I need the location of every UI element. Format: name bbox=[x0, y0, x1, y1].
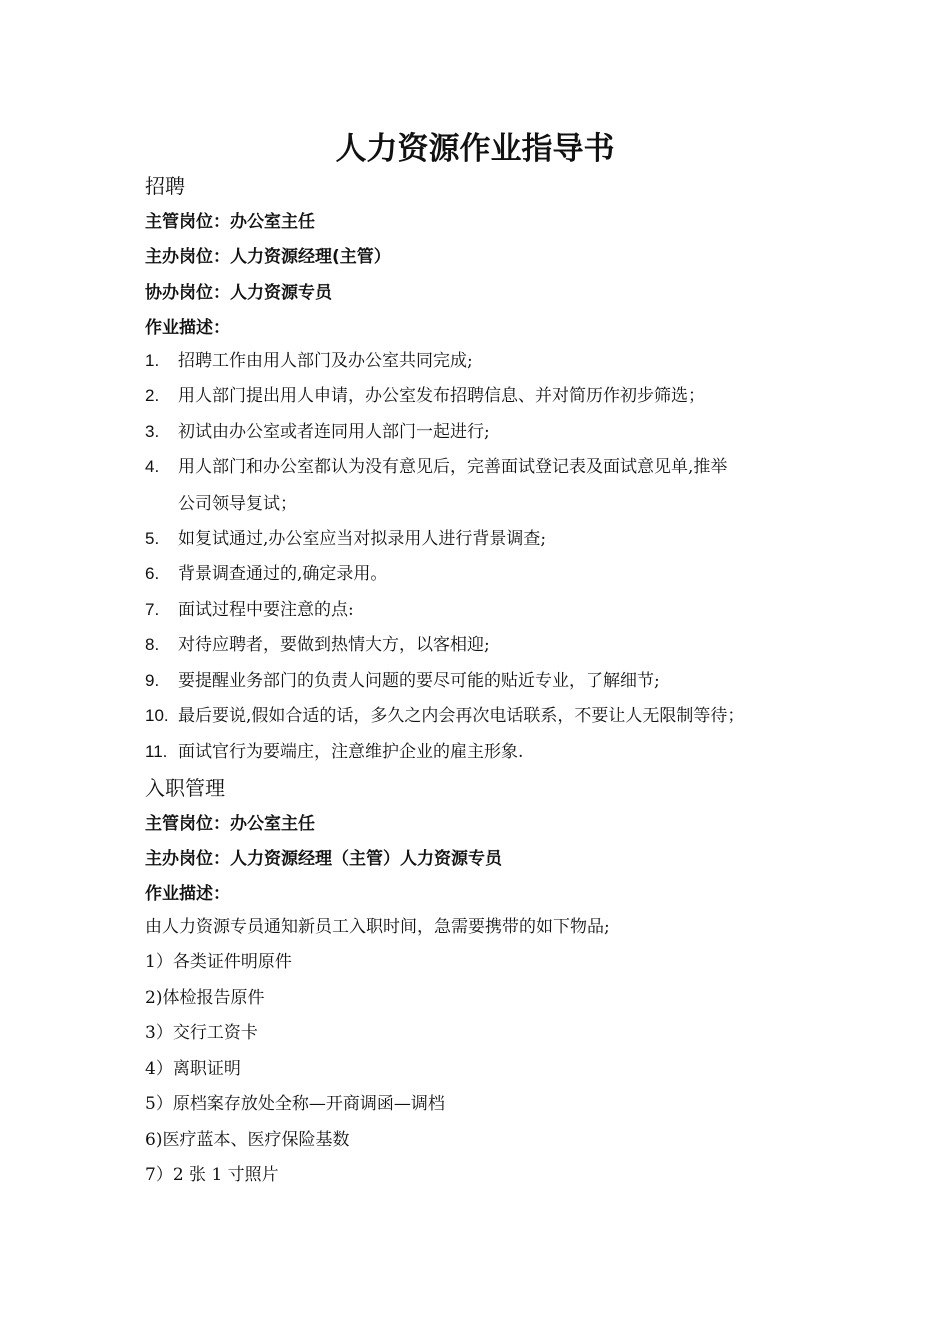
recruit-desc-label: 作业描述： bbox=[145, 318, 230, 338]
list-item: 2. 用人部门提出用人申请，办公室发布招聘信息、并对简历作初步筛选； bbox=[145, 386, 705, 406]
list-item: 4）离职证明 bbox=[145, 1059, 241, 1079]
recruit-assist: 协办岗位：人力资源专员 bbox=[145, 283, 332, 303]
onboard-intro: 由人力资源专员通知新员工入职时间，急需要携带的如下物品; bbox=[145, 917, 610, 937]
list-item-continuation: 公司领导复试； bbox=[178, 494, 297, 514]
list-item: 7. 面试过程中要注意的点: bbox=[145, 600, 354, 620]
document-title: 人力资源作业指导书 bbox=[335, 131, 615, 167]
list-item: 9. 要提醒业务部门的负责人问题的要尽可能的贴近专业，了解细节; bbox=[145, 671, 660, 691]
onboard-supervisor: 主管岗位：办公室主任 bbox=[145, 814, 315, 834]
list-item: 6. 背景调查通过的,确定录用。 bbox=[145, 564, 388, 584]
list-item: 5）原档案存放处全称—开商调函—调档 bbox=[145, 1094, 445, 1114]
list-item: 10. 最后要说,假如合适的话，多久之内会再次电话联系，不要让人无限制等待； bbox=[145, 706, 745, 726]
list-item: 7）2 张 1 寸照片 bbox=[145, 1165, 279, 1185]
recruit-lead: 主办岗位：人力资源经理(主管） bbox=[145, 247, 391, 267]
list-item: 6)医疗蓝本、医疗保险基数 bbox=[145, 1130, 350, 1150]
list-item: 3. 初试由办公室或者连同用人部门一起进行; bbox=[145, 422, 490, 442]
list-item: 4. 用人部门和办公室都认为没有意见后，完善面试登记表及面试意见单,推举 bbox=[145, 457, 728, 477]
list-item: 1）各类证件明原件 bbox=[145, 952, 292, 972]
list-item: 5. 如复试通过,办公室应当对拟录用人进行背景调查; bbox=[145, 529, 547, 549]
list-item: 1. 招聘工作由用人部门及办公室共同完成; bbox=[145, 351, 473, 371]
onboard-desc-label: 作业描述： bbox=[145, 884, 230, 904]
section-heading-onboard: 入职管理 bbox=[145, 776, 225, 800]
list-item: 3）交行工资卡 bbox=[145, 1023, 258, 1043]
list-item: 11. 面试官行为要端庄，注意维护企业的雇主形象. bbox=[145, 742, 524, 762]
list-item: 8. 对待应聘者，要做到热情大方，以客相迎; bbox=[145, 635, 490, 655]
recruit-supervisor: 主管岗位：办公室主任 bbox=[145, 212, 315, 232]
list-item: 2)体检报告原件 bbox=[145, 988, 265, 1008]
section-heading-recruit: 招聘 bbox=[145, 174, 185, 198]
onboard-lead: 主办岗位：人力资源经理（主管）人力资源专员 bbox=[145, 849, 502, 869]
